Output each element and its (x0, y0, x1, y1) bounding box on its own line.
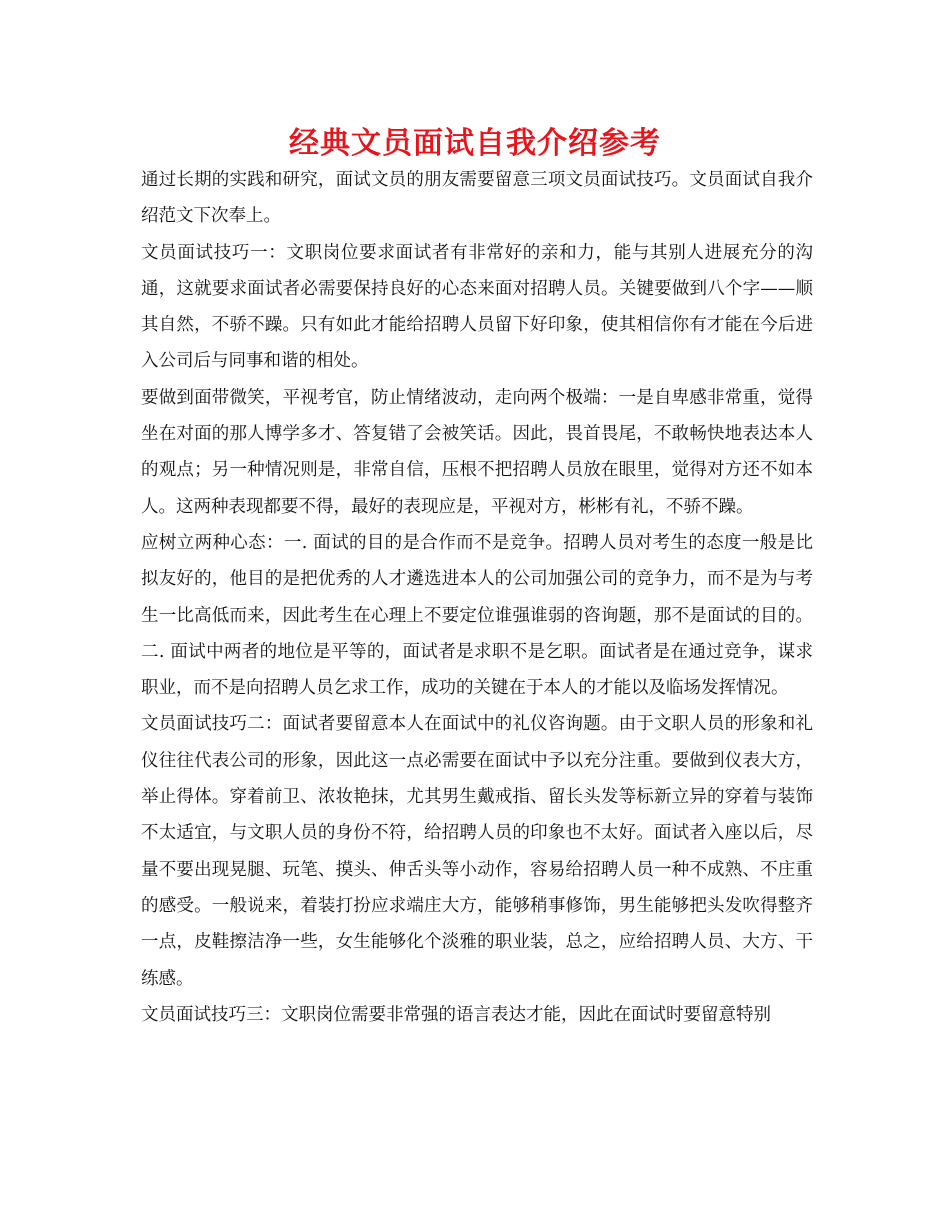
paragraph-intro: 通过长期的实践和研究，面试文员的朋友需要留意三项文员面试技巧。文员面试自我介绍范文下次奉上。 (141, 170, 813, 227)
paragraph-tip-two: 文员面试技巧二：面试者要留意本人在面试中的礼仪咨询题。由于文职人员的形象和礼仪往往代表公司的形象，因此这一点必需要在面试中予以充分注重。要做到仪表大方，举止得体。穿着前卫、浓妆艳抹，尤其男生戴戒指、留长头发等标新立异的穿着与装饰不太适宜，与文职人员的身份不符，给招聘人员的印象也不太好。面试者入座以后，尽量不要出现晃腿、玩笔、摸头、伸舌头等小动作，容易给招聘人员一种不成熟、不庄重的感受。一般说来，着装打扮应求端庄大方，能够稍事修饰，男生能够把头发吹得整齐一点，皮鞋擦洁净一些，女生能够化个淡雅的职业装，总之，应给招聘人员、大方、干练感。 (141, 714, 813, 989)
paragraph-attitude: 要做到面带微笑，平视考官，防止情绪波动，走向两个极端：一是自卑感非常重，觉得坐在对面的那人博学多才、答复错了会被笑话。因此，畏首畏尾，不敢畅快地表达本人的观点；另一种情况则是，非常自信，压根不把招聘人员放在眼里，觉得对方还不如本人。这两种表现都要不得，最好的表现应是，平视对方，彬彬有礼，不骄不躁。 (141, 387, 813, 517)
paragraph-tip-three: 文员面试技巧三：文职岗位需要非常强的语言表达才能，因此在面试时要留意特别 (141, 1004, 771, 1025)
paragraph-tip-one: 文员面试技巧一：文职岗位要求面试者有非常好的亲和力，能与其别人进展充分的沟通，这就要求面试者必需要保持良好的心态来面对招聘人员。关键要做到八个字——顺其自然，不骄不躁。只有如此才能给招聘人员留下好印象，使其相信你有才能在今后进入公司后与同事和谐的相处。 (141, 242, 813, 372)
document-title: 经典文员面试自我介绍参考 (289, 126, 661, 161)
document-body (141, 162, 813, 1033)
paragraph-two-mindsets: 应树立两种心态：一. 面试的目的是合作而不是竞争。招聘人员对考生的态度一般是比拟友好的，他目的是把优秀的人才遴选进本人的公司加强公司的竞争力，而不是为与考生一比高低而来，因此考生在心理上不要定位谁强谁弱的咨询题，那不是面试的目的。二. 面试中两者的地位是平等的，面试者是求职不是乞职。面试者是在通过竞争，谋求职业，而不是向招聘人员乞求工作，成功的关键在于本人的才能以及临场发挥情况。 (141, 532, 813, 699)
